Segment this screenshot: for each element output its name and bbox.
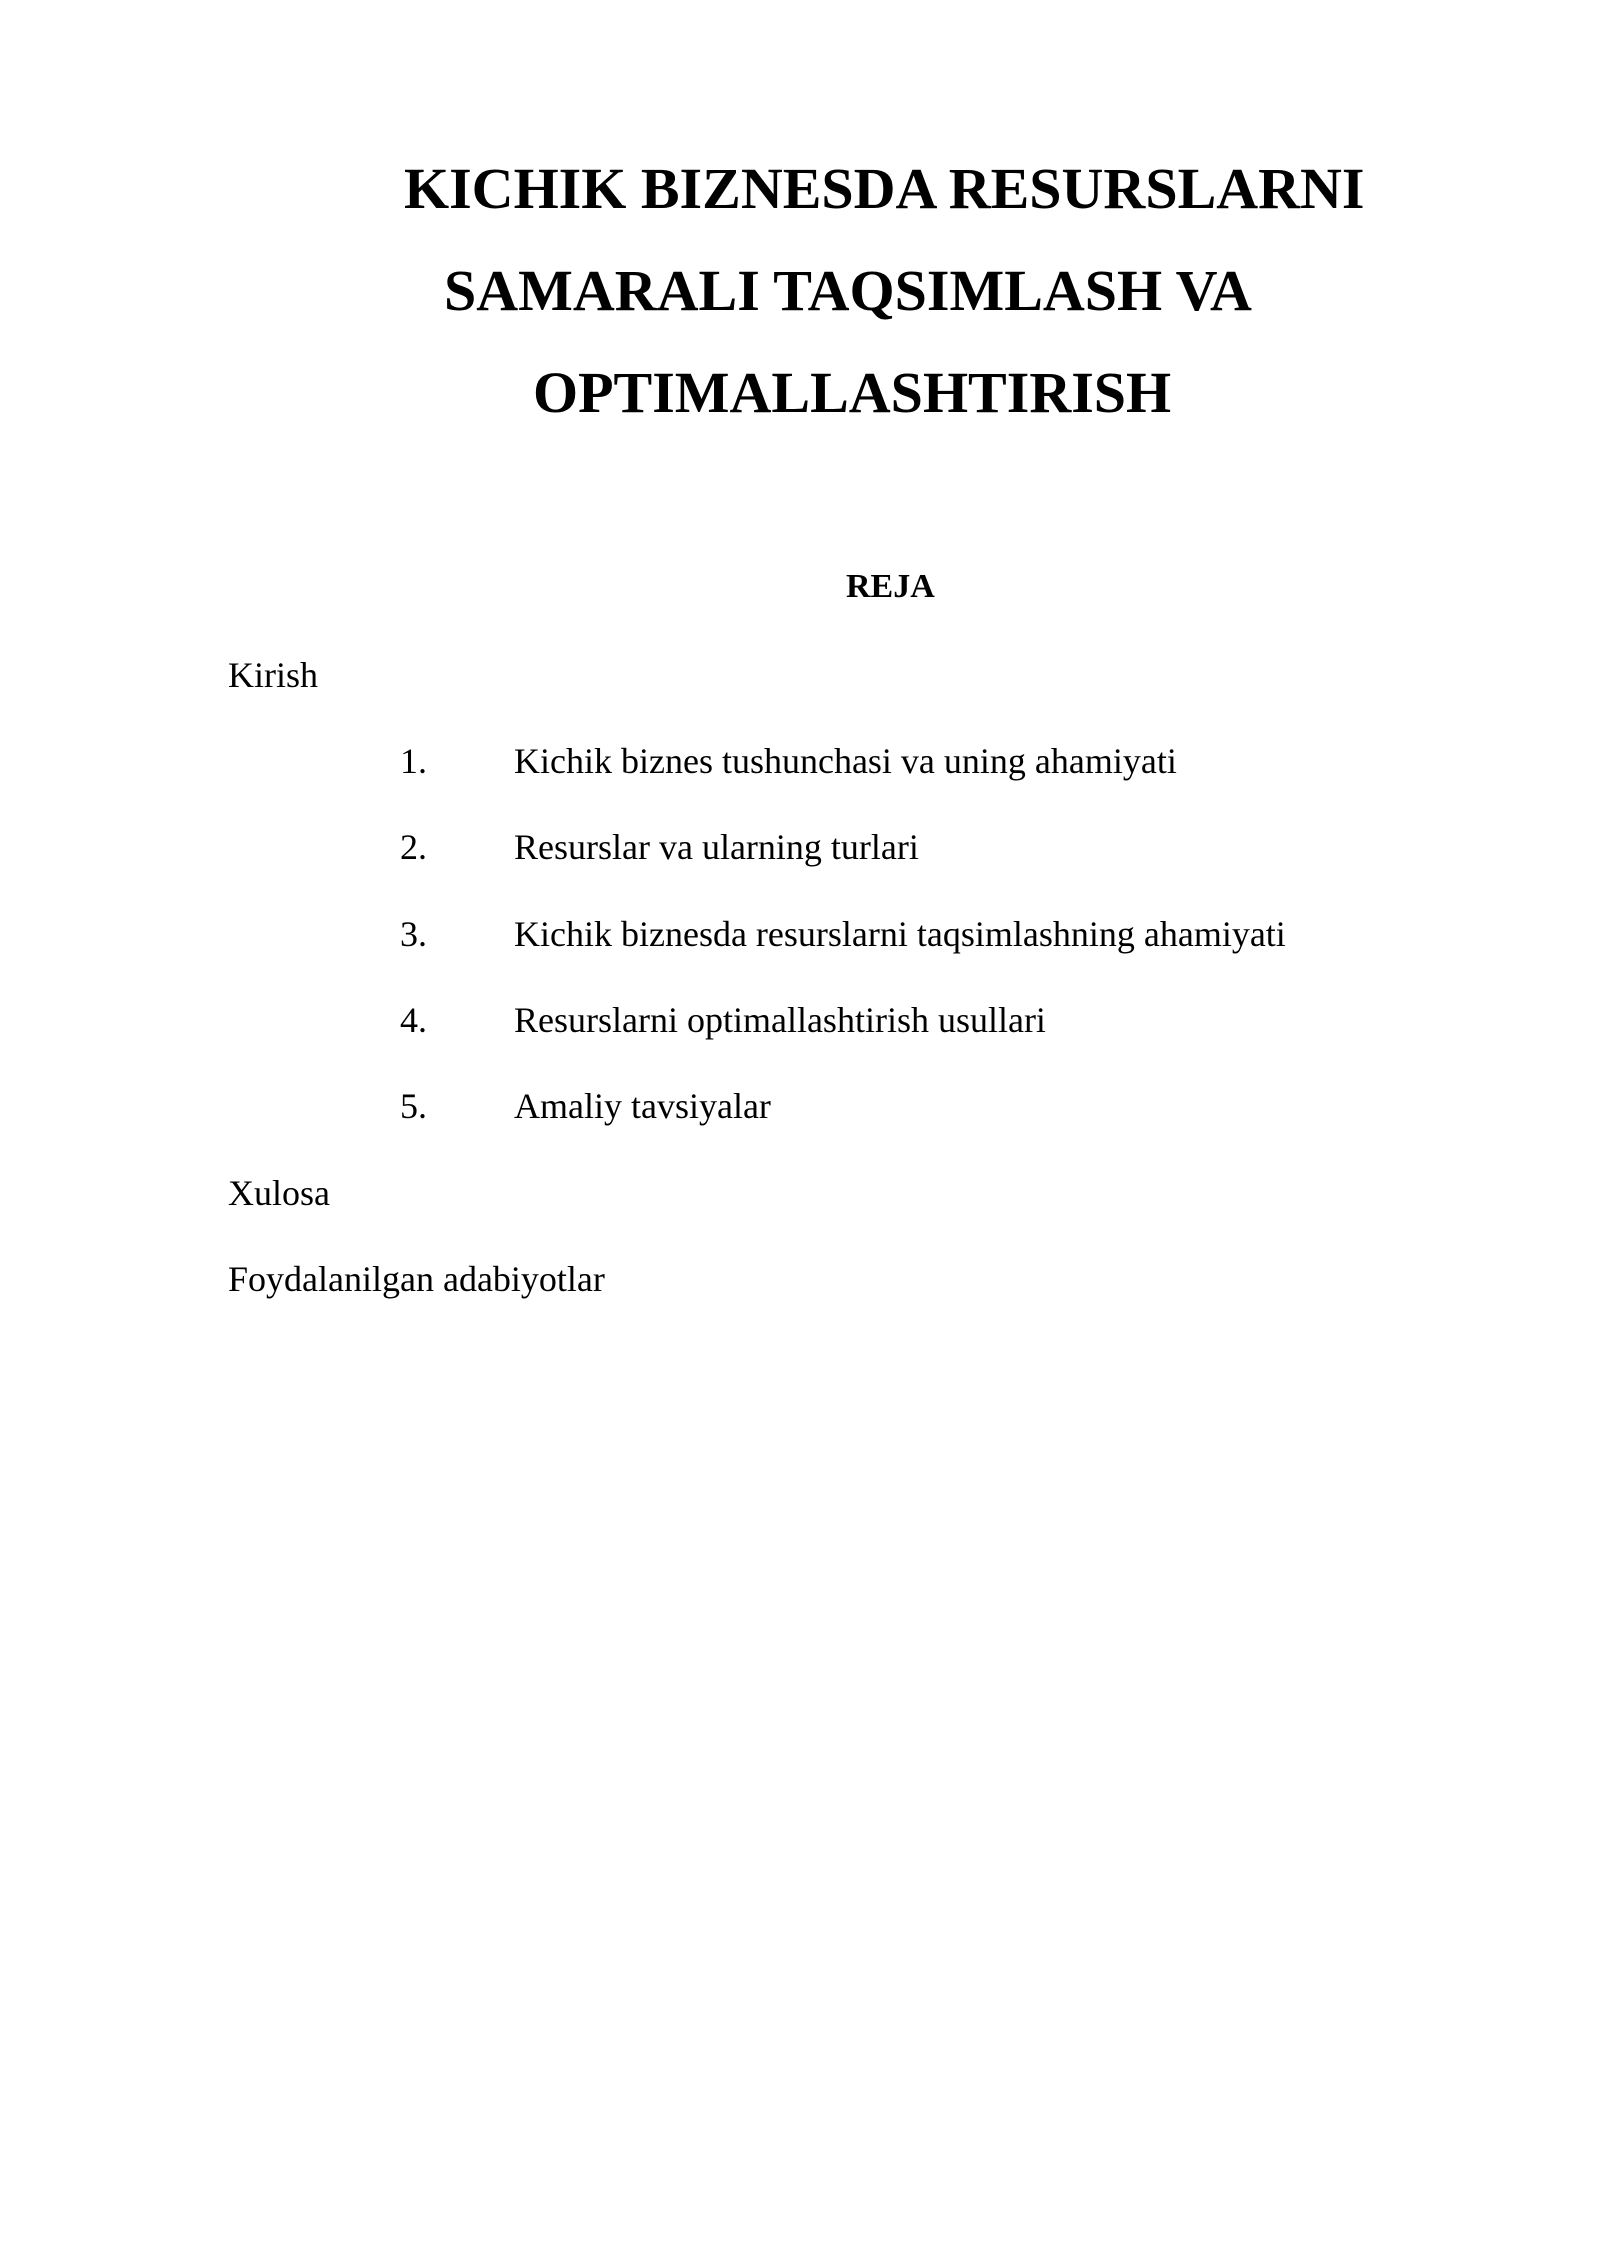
intro-label: Kirish — [228, 655, 318, 695]
plan-item-number: 5. — [400, 1086, 427, 1126]
conclusion-label: Xulosa — [228, 1173, 330, 1213]
plan-item-text: Kichik biznesda resurslarni taqsimlashning ahamiyati — [514, 914, 1286, 954]
plan-item — [0, 829, 1600, 873]
references-label: Foydalanilgan adabiyotlar — [228, 1259, 605, 1299]
plan-item — [0, 1088, 1600, 1132]
plan-item-text: Resurslar va ularning turlari — [514, 827, 919, 867]
plan-item-number: 4. — [400, 1000, 427, 1040]
plan-item — [0, 743, 1600, 787]
title-line-3: OPTIMALLASHTIRISH — [533, 360, 1172, 425]
plan-item-number: 2. — [400, 827, 427, 867]
plan-item-number: 3. — [400, 914, 427, 954]
plan-heading: REJA — [846, 568, 935, 605]
plan-item — [0, 916, 1600, 960]
plan-item-text: Kichik biznes tushunchasi va uning ahamiyati — [514, 741, 1177, 781]
title-line-1: KICHIK BIZNESDA RESURSLARNI — [404, 156, 1365, 221]
plan-item — [0, 1002, 1600, 1046]
plan-item-text: Amaliy tavsiyalar — [514, 1086, 771, 1126]
title-line-2: SAMARALI TAQSIMLASH VA — [444, 258, 1252, 323]
plan-item-text: Resurslarni optimallashtirish usullari — [514, 1000, 1046, 1040]
plan-item-number: 1. — [400, 741, 427, 781]
